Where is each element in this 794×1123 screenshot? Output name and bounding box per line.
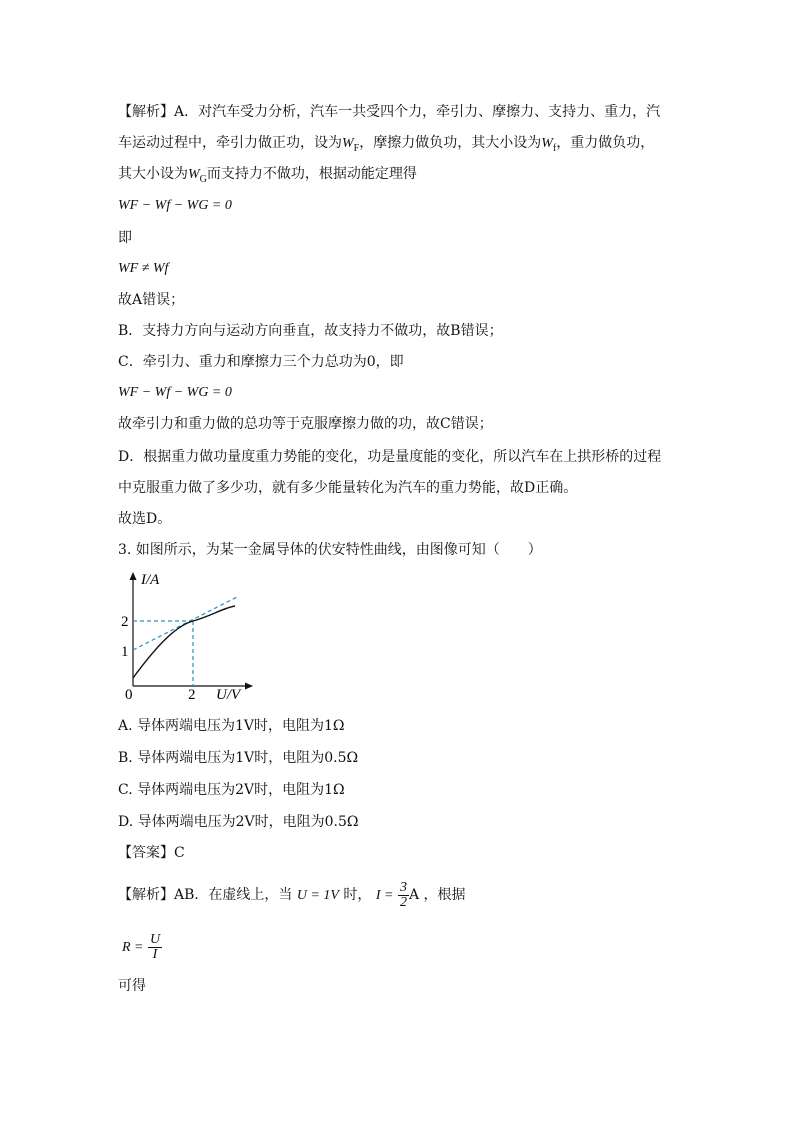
ampere-unit: A <box>408 887 420 903</box>
d-analysis-2: 中克服重力做了多少功，就有多少能量转化为汽车的重力势能，故D正确。 <box>118 480 578 496</box>
d-analysis-1: D．根据重力做功量度重力势能的变化，功是量度能的变化，所以汽车在上拱形桥的过程 <box>118 449 662 465</box>
analysis-line-1: 【解析】A．对汽车受力分析，汽车一共受四个力，牵引力、摩擦力、支持力、重力，汽 <box>118 104 661 120</box>
wf-friction-symbol: $W_f$ <box>541 136 557 154</box>
dashed-tangent-line <box>133 596 239 650</box>
text-segment: 而支持力不做功，根据动能定理得 <box>206 166 417 182</box>
option-d: D. 导体两端电压为2V时，电阻为0.5Ω <box>118 814 359 830</box>
resistance-formula <box>122 930 162 965</box>
iv-characteristic-graph <box>115 568 255 703</box>
final-choice: 故选D。 <box>118 511 172 527</box>
c-analysis: C．牵引力、重力和摩擦力三个力总功为0，即 <box>118 354 404 370</box>
answer: 【答案】C <box>118 845 185 861</box>
wg-symbol: $W_G$ <box>188 167 207 185</box>
b-analysis: B．支持力方向与运动方向垂直，故支持力不做功，故B错误； <box>118 323 503 339</box>
analysis-line-3 <box>118 164 417 190</box>
text-segment: ，重力做负功， <box>556 135 655 151</box>
x-axis-arrow <box>245 683 253 690</box>
option-c: C. 导体两端电压为2V时，电阻为1Ω <box>118 782 345 798</box>
x-axis-label: U/V <box>216 687 241 703</box>
analysis-line-2 <box>118 133 654 159</box>
tick-x-2: 2 <box>188 687 196 703</box>
y-axis-label: I/A <box>141 572 160 588</box>
analysis-3-line-1 <box>118 878 466 913</box>
a-conclusion: 故A错误； <box>118 292 185 308</box>
voltage-equation: U = 1V <box>296 888 339 903</box>
equation-2: WF ≠ Wf <box>118 261 169 276</box>
option-b: B. 导体两端电压为1V时，电阻为0.5Ω <box>118 750 359 766</box>
tick-y-2: 2 <box>121 614 129 630</box>
resistance-symbol: R = <box>122 940 144 955</box>
y-axis-arrow <box>130 572 137 580</box>
equation-1: WF − Wf − WG = 0 <box>118 198 232 213</box>
current-symbol: I = <box>375 888 394 903</box>
option-a: A. 导体两端电压为1V时，电阻为1Ω <box>118 718 345 734</box>
text-segment: 【解析】AB．在虚线上，当 <box>118 887 293 903</box>
text-segment: 其大小设为 <box>118 166 188 182</box>
resistance-fraction: $\frac{U}{I}$ <box>149 931 161 962</box>
current-fraction: $\frac{3}{2}$ <box>399 879 407 910</box>
text-segment: ，根据 <box>423 887 466 903</box>
tick-y-1: 1 <box>121 644 129 660</box>
text-segment: 时， <box>343 887 372 903</box>
c-conclusion: 故牵引力和重力做的总功等于克服摩擦力做的功，故C错误； <box>118 416 493 432</box>
wf-symbol: $W_F$ <box>342 136 360 154</box>
kede-label: 可得 <box>118 978 146 994</box>
equation-3: WF − Wf − WG = 0 <box>118 385 232 400</box>
ji-label: 即 <box>118 230 132 246</box>
text-segment: ，摩擦力做负功，其大小设为 <box>359 135 542 151</box>
text-segment: 车运动过程中，牵引力做正功，设为 <box>118 135 342 151</box>
origin-label: 0 <box>125 687 133 703</box>
question-3-stem: 3. 如图所示，为某一金属导体的伏安特性曲线，由图像可知（ ） <box>118 542 542 558</box>
